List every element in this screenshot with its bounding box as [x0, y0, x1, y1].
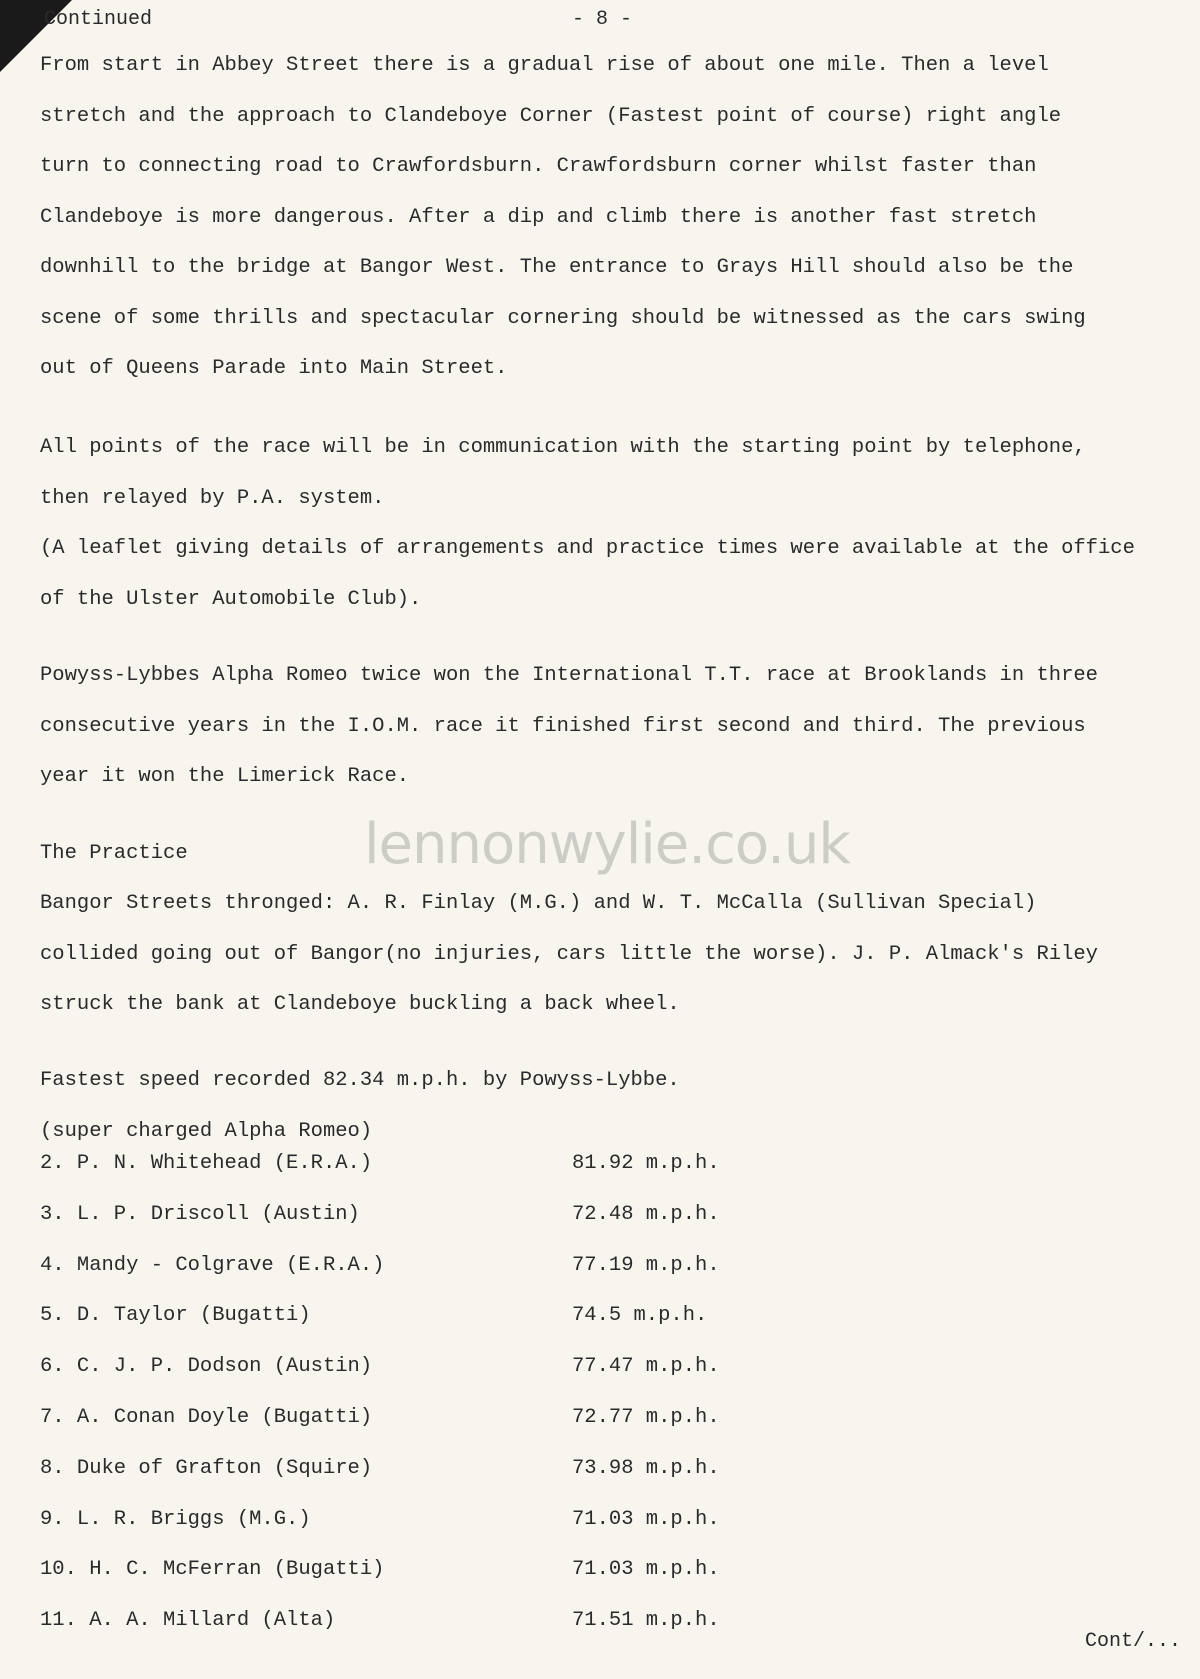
text-line: downhill to the bridge at Bangor West. The entrance to Grays Hill should also be the — [40, 256, 1074, 279]
practice-heading: The Practice — [40, 842, 188, 865]
text-line: of the Ulster Automobile Club). — [40, 587, 422, 611]
driver-name: 7. A. Conan Doyle (Bugatti) — [40, 1405, 373, 1429]
continued-marker: Cont/... — [1085, 1630, 1182, 1653]
driver-speed: 77.19 m.p.h. — [572, 1253, 720, 1277]
result-row — [40, 1152, 940, 1203]
driver-speed: 74.5 m.p.h. — [572, 1304, 708, 1328]
text-line: (A leaflet giving details of arrangements and practice times were available at the office — [40, 537, 1135, 560]
driver-name: 6. C. J. P. Dodson (Austin) — [40, 1355, 373, 1379]
result-row — [40, 1254, 940, 1305]
driver-speed: 72.48 m.p.h. — [572, 1202, 720, 1226]
driver-speed: 73.98 m.p.h. — [572, 1456, 720, 1480]
result-row — [40, 1558, 940, 1609]
text-line: out of Queens Parade into Main Street. — [40, 357, 508, 380]
communication-paragraph — [40, 423, 1170, 524]
result-row — [40, 1609, 940, 1660]
text-line: struck the bank at Clandeboye buckling a back wheel. — [40, 993, 680, 1016]
driver-speed: 77.47 m.p.h. — [572, 1355, 720, 1379]
text-line: From start in Abbey Street there is a gradual rise of about one mile. Then a level — [40, 54, 1049, 77]
practice-results-list — [40, 1152, 940, 1660]
driver-name: 2. P. N. Whitehead (E.R.A.) — [40, 1152, 373, 1175]
text-line: Bangor Streets thronged: A. R. Finlay (M.G.) and W. T. McCalla (Sullivan Special) — [40, 892, 1037, 915]
driver-name: 9. L. R. Briggs (M.G.) — [40, 1507, 311, 1531]
text-line: scene of some thrills and spectacular cornering should be witnessed as the cars swing — [40, 306, 1086, 330]
alpha-romeo-paragraph — [40, 651, 1170, 803]
driver-name: 4. Mandy - Colgrave (E.R.A.) — [40, 1253, 385, 1277]
text-line: stretch and the approach to Clandeboye Corner (Fastest point of course) right angle — [40, 104, 1062, 128]
result-row — [40, 1304, 940, 1355]
leaflet-paragraph — [40, 524, 1170, 625]
text-line: All points of the race will be in communication with the starting point by telephone, — [40, 436, 1086, 459]
driver-name: 10. H. C. McFerran (Bugatti) — [40, 1558, 385, 1582]
text-line: collided going out of Bangor(no injuries, cars little the worse). J. P. Almack's Riley — [40, 942, 1098, 966]
driver-speed: 71.03 m.p.h. — [572, 1507, 720, 1531]
watermark: lennonwylie.co.uk — [364, 812, 850, 877]
driver-name: 3. L. P. Driscoll (Austin) — [40, 1202, 360, 1226]
text-line: (super charged Alpha Romeo) — [40, 1119, 373, 1143]
text-line: turn to connecting road to Crawfordsburn. Crawfordsburn corner whilst faster than — [40, 155, 1037, 178]
driver-name: 8. Duke of Grafton (Squire) — [40, 1456, 373, 1480]
course-description — [40, 41, 1170, 395]
driver-speed: 72.77 m.p.h. — [572, 1405, 720, 1429]
result-row — [40, 1457, 940, 1508]
driver-speed: 71.03 m.p.h. — [572, 1558, 720, 1582]
continued-label: Continued — [44, 8, 153, 31]
fastest-speed — [40, 1056, 1170, 1157]
practice-paragraph — [40, 879, 1170, 1031]
text-line: year it won the Limerick Race. — [40, 765, 410, 788]
text-line: Clandeboye is more dangerous. After a dip and climb there is another fast stretch — [40, 205, 1037, 229]
result-row — [40, 1203, 940, 1254]
result-row — [40, 1355, 940, 1406]
page-number: - 8 - — [572, 8, 633, 31]
driver-speed: 71.51 m.p.h. — [572, 1609, 720, 1633]
text-line: Fastest speed recorded 82.34 m.p.h. by Powyss-Lybbe. — [40, 1069, 680, 1092]
text-line: consecutive years in the I.O.M. race it finished first second and third. The previous — [40, 714, 1086, 738]
driver-name: 5. D. Taylor (Bugatti) — [40, 1304, 311, 1328]
result-row — [40, 1406, 940, 1457]
driver-name: 11. A. A. Millard (Alta) — [40, 1609, 336, 1633]
result-row — [40, 1508, 940, 1559]
driver-speed: 81.92 m.p.h. — [572, 1152, 720, 1175]
text-line: Powyss-Lybbes Alpha Romeo twice won the International T.T. race at Brooklands in three — [40, 664, 1098, 687]
text-line: then relayed by P.A. system. — [40, 486, 385, 510]
